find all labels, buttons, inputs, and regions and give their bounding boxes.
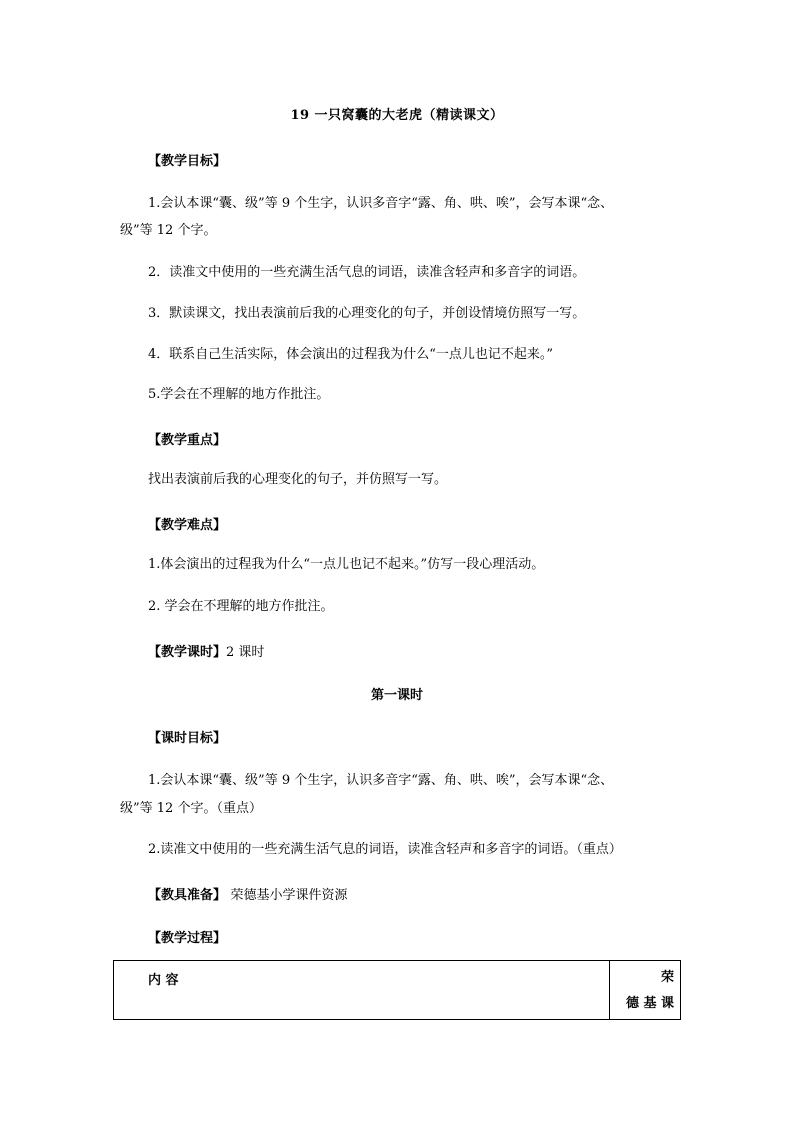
teaching-process-heading: 【教学过程】 xyxy=(148,931,227,946)
teaching-tools-heading: 【教具准备】 xyxy=(148,888,227,903)
class-hours-heading: 【教学课时】 xyxy=(148,645,227,660)
lesson-goal-1-line-1: 1.会认本课“囊、级”等 9 个生字，认识多音字“露、角、哄、唉”，会写本课“念、 xyxy=(148,773,614,788)
class-hours xyxy=(148,641,264,660)
teaching-tools xyxy=(148,884,348,903)
class-hours-value: 2 课时 xyxy=(226,645,265,660)
key-points-heading: 【教学重点】 xyxy=(148,433,227,448)
lesson-goals-heading: 【课时目标】 xyxy=(148,731,227,746)
content-header-label: 内 容 xyxy=(148,973,179,988)
goal-4: 4．联系自己生活实际，体会演出的过程我为什么“一点儿也记不起来。” xyxy=(148,347,554,362)
table-header-content xyxy=(114,961,610,1020)
teaching-goals-heading: 【教学目标】 xyxy=(148,154,227,169)
key-points-text: 找出表演前后我的心理变化的句子，并仿照写一写。 xyxy=(148,472,448,487)
document-title: 19 一只窝囊的大老虎（精读课文） xyxy=(290,108,504,123)
difficulty-2: 2. 学会在不理解的地方作批注。 xyxy=(148,599,334,614)
goal-2: 2．读准文中使用的一些充满生活气息的词语，读准含轻声和多音字的词语。 xyxy=(148,265,586,280)
difficulty-1: 1.体会演出的过程我为什么“一点儿也记不起来。”仿写一段心理活动。 xyxy=(148,557,545,572)
goal-3: 3．默读课文，找出表演前后我的心理变化的句子，并创设情境仿照写一写。 xyxy=(148,306,586,321)
resource-header-line-1: 荣 xyxy=(660,970,674,985)
lesson-1-title: 第一课时 xyxy=(370,688,423,703)
table-row xyxy=(114,961,681,1020)
difficulty-heading: 【教学难点】 xyxy=(148,518,227,533)
teaching-tools-value: 荣德基小学课件资源 xyxy=(230,888,348,903)
resource-header-line-2: 德 基 课 xyxy=(625,996,674,1011)
goal-1-line-1: 1.会认本课“囊、级”等 9 个生字，认识多音字“露、角、哄、唉”，会写本课“念、 xyxy=(148,196,614,211)
lesson-goal-2: 2.读准文中使用的一些充满生活气息的词语，读准含轻声和多音字的词语。（重点） xyxy=(148,842,622,857)
goal-5: 5.学会在不理解的地方作批注。 xyxy=(148,387,330,402)
teaching-process-table xyxy=(113,960,681,1020)
lesson-goal-1-line-2: 级”等 12 个字。（重点） xyxy=(120,801,262,816)
goal-1-line-2: 级”等 12 个字。 xyxy=(120,223,217,238)
table-header-resource xyxy=(610,961,681,1020)
